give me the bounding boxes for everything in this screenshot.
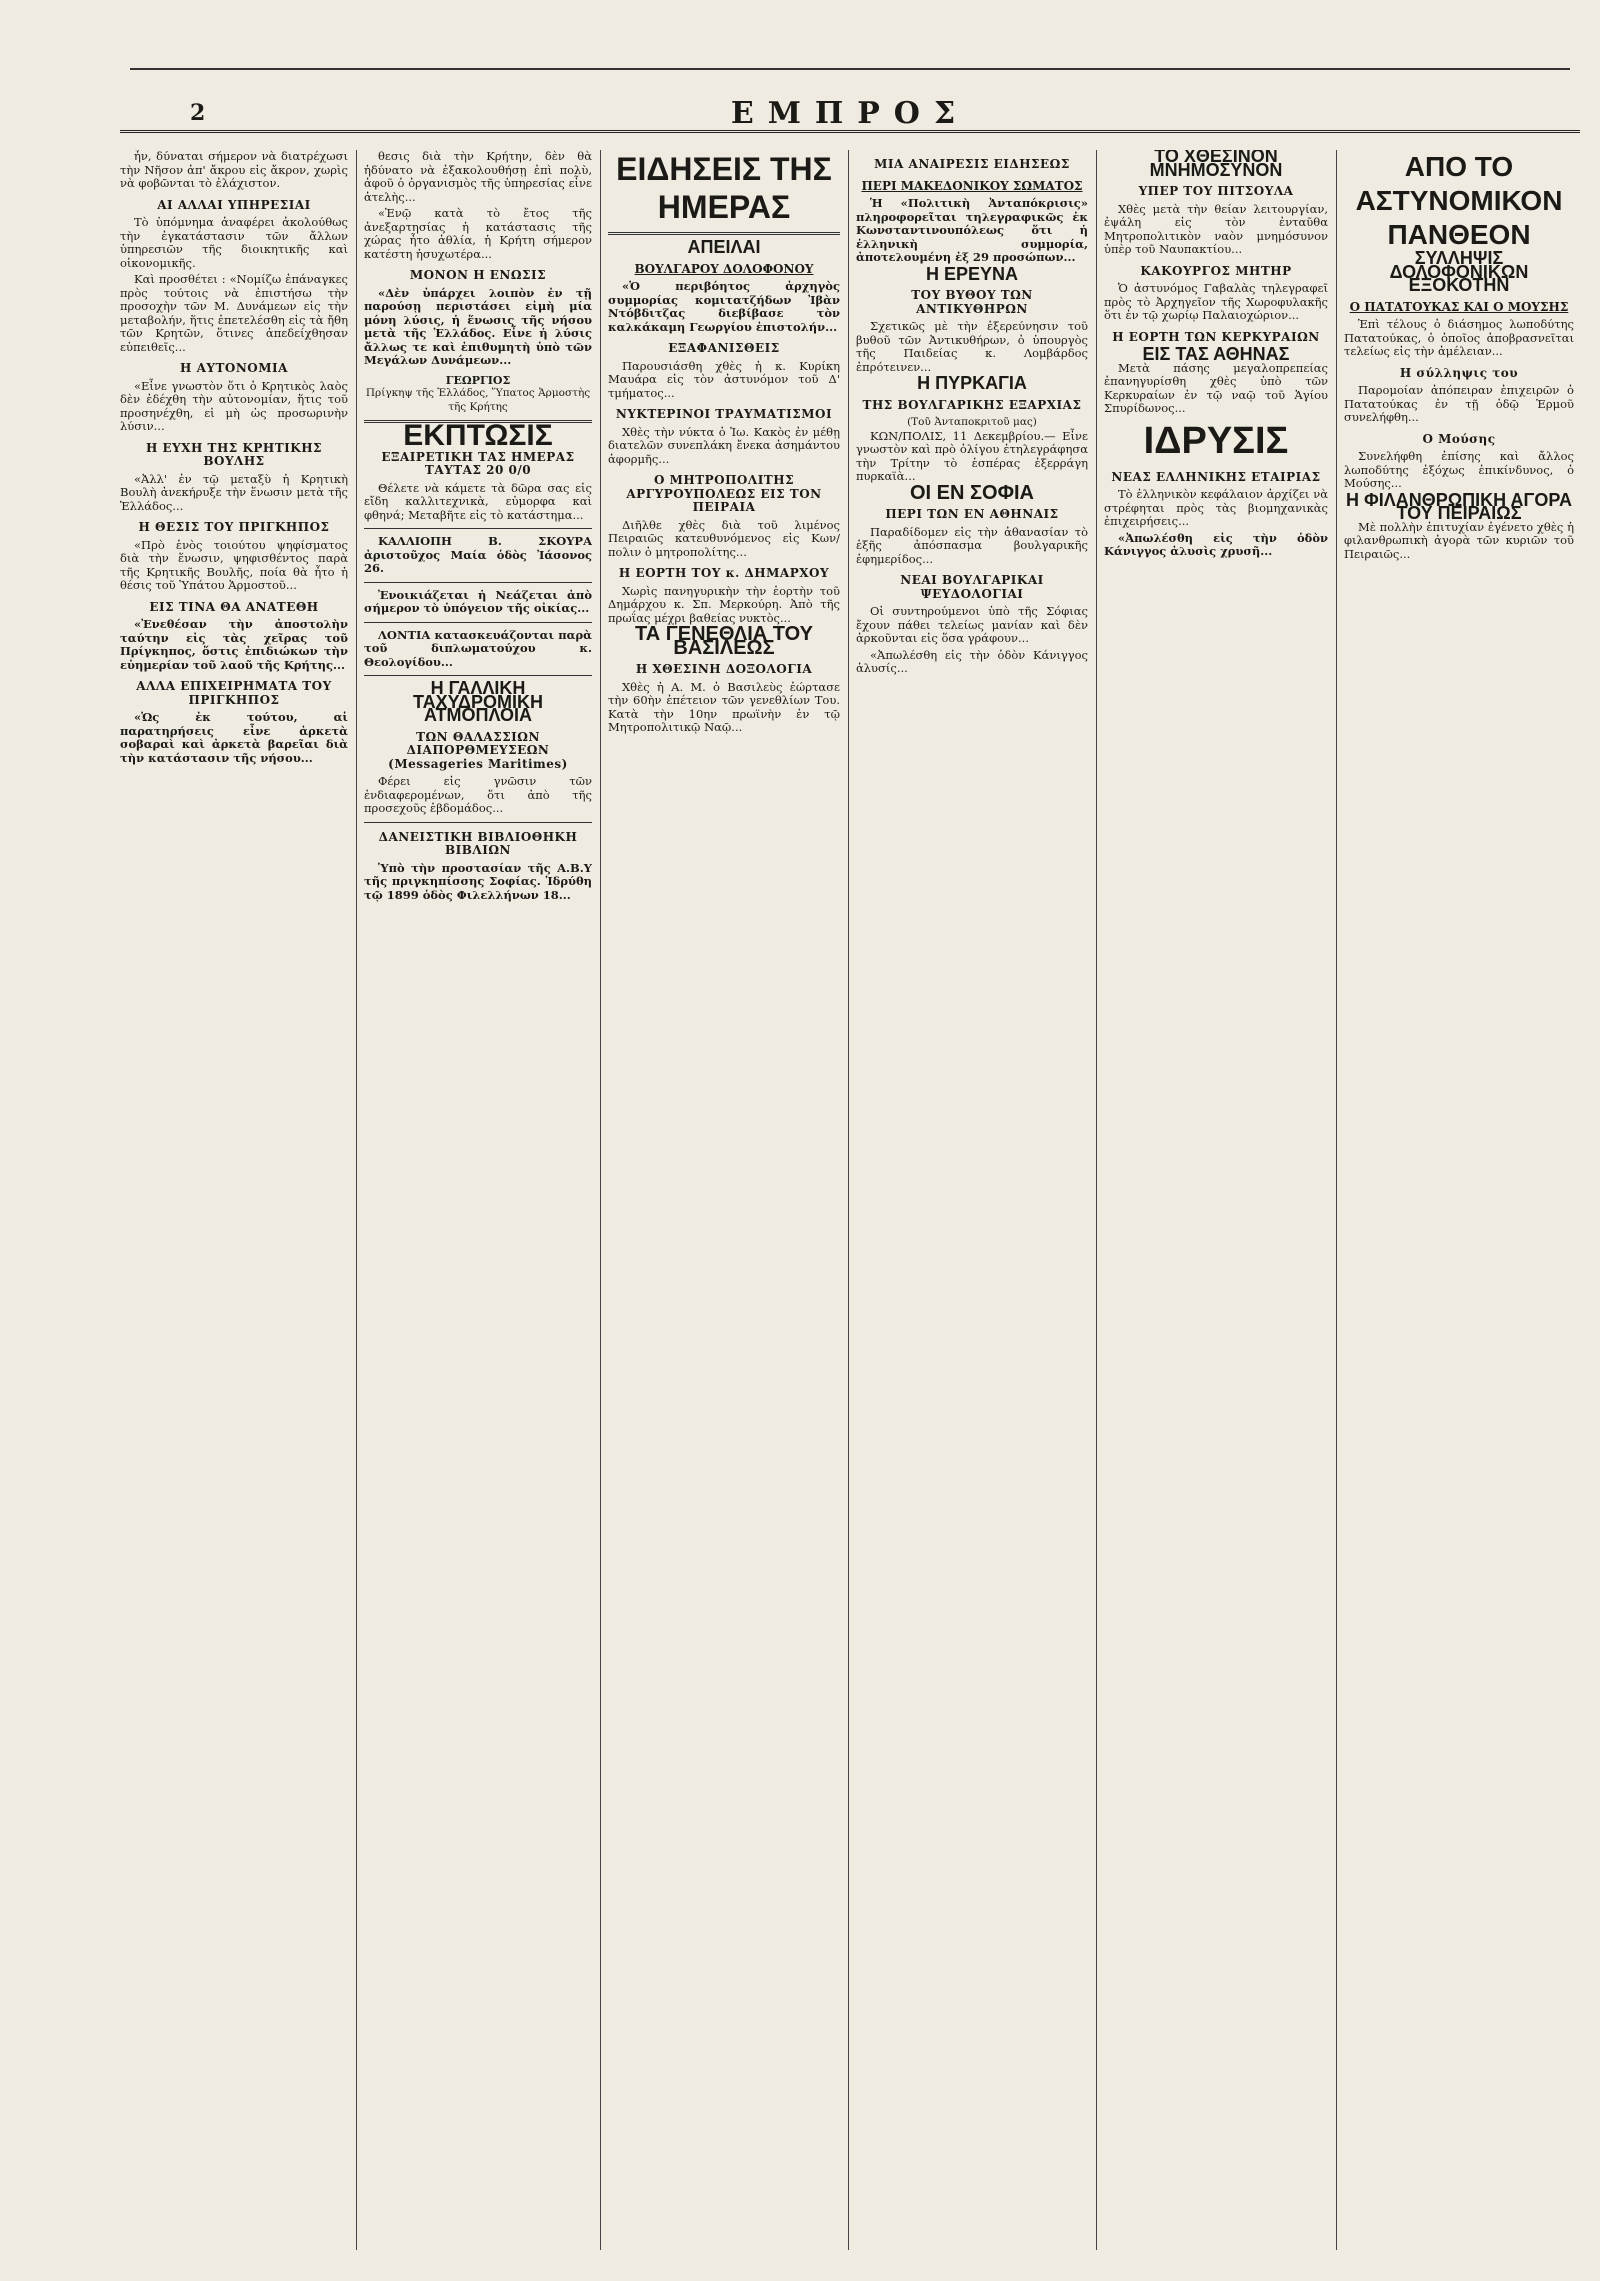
article-text: «Πρὸ ἑνὸς τοιούτου ψηφίσματος διὰ τὴν ἕνωσιν, ψηφισθέντος παρὰ τῆς Κρητικῆς Βουλῆς, ποία θὰ ἦτο ἡ θέσις τοῦ Ὑπάτου Ἁρμοστοῦ... — [120, 537, 348, 592]
section-heading: Η ΕΥΧΗ ΤΗΣ ΚΡΗΤΙΚΗΣ ΒΟΥΛΗΣ — [145, 440, 323, 468]
section-subheading: ΥΠΕΡ ΤΟΥ ΠΙΤΣΟΥΛΑ — [1138, 184, 1294, 198]
section-subheading: ΝΕΑΣ ΕΛΛΗΝΙΚΗΣ ΕΤΑΙΡΙΑΣ — [1111, 469, 1321, 484]
section-subheading: ΣΥΛΛΗΨΙΣ ΔΟΛΟΦΟΝΙΚΩΝ ΕΞΟΚΟΤΗΝ — [1389, 248, 1529, 295]
article-text: «Δὲν ὑπάρχει λοιπὸν ἐν τῇ παρούσῃ περιστάσει εἰμὴ μία μόνη λύσις, ἡ ἕνωσις τῆς νήσου μετὰ τῆς Ἑλλάδος. Εἶνε ἡ λύσις ἄλλως τε καὶ ἐπιθυμητὴ ὑπὸ τῶν Μεγάλων Δυνάμεων... — [364, 285, 592, 367]
section-heading: ΜΙΑ ΑΝΑΙΡΕΣΙΣ ΕΙΔΗΣΕΩΣ — [874, 157, 1070, 171]
article-text: ἦν, δύναται σήμερον νὰ διατρέχωσι τὴν Νῆσον ἀπ' ἄκρου εἰς ἄκρον, χωρὶς νὰ φοβῶνται τὸ ἐλάχιστον. — [120, 150, 348, 190]
section-subheading: ΤΟΥ ΒΥΘΟΥ ΤΩΝ ΑΝΤΙΚΥΘΗΡΩΝ — [911, 288, 1033, 316]
section-heading: ΟΙ ΕΝ ΣΟΦΙΑ — [910, 481, 1034, 504]
dateline: (Τοῦ Ἀνταποκριτοῦ μας) — [907, 416, 1037, 428]
newspaper-page — [120, 60, 1580, 2260]
column-rule — [1096, 150, 1097, 2250]
divider — [608, 232, 840, 235]
page-number: 2 — [190, 100, 206, 126]
section-heading: Η ΠΥΡΚΑΓΙΑ — [917, 373, 1027, 393]
section-subheading: Η ΧΘΕΣΙΝΗ ΔΟΞΟΛΟΓΙΑ — [635, 662, 813, 676]
article-text: Μετὰ πάσης μεγαλοπρεπείας ἐπανηγυρίσθη χθὲς ὑπὸ τῶν Κερκυραίων ἐν τῷ ναῷ τοῦ Ἁγίου Σπυρίδωνος... — [1104, 360, 1328, 415]
section-heading: ΙΔΡΥΣΙΣ — [1143, 419, 1289, 462]
divider — [364, 822, 592, 823]
article-text: «Εἶνε γνωστὸν ὅτι ὁ Κρητικὸς λαὸς δὲν ἐδέχθη τὴν αὐτονομίαν, ἥτις τοῦ προσηνέχθη, εἰ μὴ ὡς προσωρινὴν λύσιν... — [120, 378, 348, 433]
ad-subheading: ΤΩΝ ΘΑΛΑΣΣΙΩΝ ΔΙΑΠΟΡΘΜΕΥΣΕΩΝ (Messageries Maritimes) — [388, 729, 568, 771]
article-text: Παραδίδομεν εἰς τὴν ἀθανασίαν τὸ ἑξῆς ἀπόσπασμα βουλγαρικῆς ἐφημερίδος... — [856, 524, 1088, 566]
ad-subheading: ΕΞΑΙΡΕΤΙΚΗ ΤΑΣ ΗΜΕΡΑΣ ΤΑΥΤΑΣ 20 0/0 — [381, 449, 575, 477]
article-text: Χθὲς μετὰ τὴν θείαν λειτουργίαν, ἐψάλη εἰς τὸν ἐνταῦθα Μητροπολιτικὸν ναὸν μνημόσυνον ὑπὲρ τοῦ Ναυπακτίου... — [1104, 201, 1328, 256]
section-heading: Ο Μούσης — [1422, 431, 1496, 446]
ad-text: Φέρει εἰς γνῶσιν τῶν ἐνδιαφερομένων, ὅτι ἀπὸ τῆς προσεχοῦς ἑβδομάδος... — [364, 774, 592, 815]
article-text: Μὲ πολλὴν ἐπιτυχίαν ἐγένετο χθὲς ἡ φιλανθρωπικὴ ἀγορὰ τῶν κυριῶν τοῦ Πειραιῶς... — [1344, 519, 1574, 561]
ad-heading: ΔΑΝΕΙΣΤΙΚΗ ΒΙΒΛΙΟΘΗΚΗ ΒΙΒΛΙΩΝ — [378, 829, 578, 857]
article-text: Παρομοίαν ἀπόπειραν ἐπιχειρῶν ὁ Πατατούκας ἐν τῇ ὁδῷ Ἑρμοῦ συνελήφθη... — [1344, 383, 1574, 424]
section-heading: ΝΥΚΤΕΡΙΝΟΙ ΤΡΑΥΜΑΤΙΣΜΟΙ — [615, 407, 833, 421]
masthead — [120, 60, 1580, 133]
ad-heading: ΕΚΠΤΩΣΙΣ — [403, 419, 553, 452]
article-text: «Ὁ περιβόητος ἀρχηγὸς συμμορίας κομιτατζήδων Ἰβὰν Ντόβδιτζας διεβίβασε τὸν καλκάκαμη Γεωργίου ἐπιστολήν... — [608, 279, 840, 334]
article-text: «Ἀπωλέσθη εἰς τὴν ὁδὸν Κάνιγγος ἀλυσὶς χρυσῆ... — [1104, 530, 1328, 558]
article-text: Ὁ ἀστυνόμος Γαβαλὰς τηλεγραφεῖ πρὸς τὸ Ἀρχηγεῖον τῆς Χωροφυλακῆς ὅτι ἐν τῷ χωρίῳ Παλαιοχώριον... — [1104, 281, 1328, 322]
section-heading: ΑΛΛΑ ΕΠΙΧΕΙΡΗΜΑΤΑ ΤΟΥ ΠΡΙΓΚΗΠΟΣ — [136, 679, 332, 707]
section-heading: ΝΕΑΙ ΒΟΥΛΓΑΡΙΚΑΙ ΨΕΥΔΟΛΟΓΙΑΙ — [900, 573, 1044, 601]
column-6 — [1344, 150, 1574, 2250]
article-text: Τὸ ἑλληνικὸν κεφάλαιον ἀρχίζει νὰ στρέφηται πρὸς τὰς βιομηχανικὰς ἐπιχειρήσεις... — [1104, 487, 1328, 528]
section-heading: Η ΘΕΣΙΣ ΤΟΥ ΠΡΙΓΚΗΠΟΣ — [138, 520, 330, 534]
article-text: Χωρὶς πανηγυρικὴν τὴν ἑορτὴν τοῦ Δημάρχου κ. Σπ. Μερκούρη. Ἀπὸ τῆς πρωΐας μέχρι βαθείας νυκτὸς... — [608, 583, 840, 625]
signature-title: Πρίγκηψ τῆς Ἑλλάδος, Ὕπατος Ἁρμοστὴς τῆς Κρήτης — [365, 387, 591, 413]
section-heading: Η ΦΙΛΑΝΘΡΩΠΙΚΗ ΑΓΟΡΑ ΤΟΥ ΠΕΙΡΑΙΩΣ — [1345, 489, 1573, 523]
column-rule — [600, 150, 601, 2250]
divider — [364, 675, 592, 676]
ad-heading: Η ΓΑΛΛΙΚΗ ΤΑΧΥΔΡΟΜΙΚΗ ΑΤΜΟΠΛΟΙΑ — [413, 678, 543, 725]
section-masthead: ΕΙΔΗΣΕΙΣ ΤΗΣ ΗΜΕΡΑΣ — [616, 151, 832, 225]
signature-name: ΓΕΩΡΓΙΟΣ — [445, 373, 511, 387]
section-heading: Ο ΜΗΤΡΟΠΟΛΙΤΗΣ ΑΡΓΥΡΟΥΠΟΛΕΩΣ ΕΙΣ ΤΟΝ ΠΕΙΡΑΙΑ — [626, 473, 822, 514]
article-text: «Ἐνῷ κατὰ τὸ ἔτος τῆς ἀνεξαρτησίας ἡ κατάστασις τῆς χώρας ἦτο ἀθλία, ἡ Κρήτη σήμερον κατέστη ἡσυχωτέρα... — [364, 206, 592, 261]
section-heading: ΕΞΑΦΑΝΙΣΘΕΙΣ — [668, 341, 780, 355]
section-heading: ΜΟΝΟΝ Η ΕΝΩΣΙΣ — [409, 268, 547, 282]
article-text: Τὸ ὑπόμνημα ἀναφέρει ἀκολούθως τὴν ἐγκατάστασιν τῶν ἄλλων ὑπηρεσιῶν τῆς διοικητικῆς καὶ οἰκονομικῆς. — [120, 215, 348, 270]
article-text: Ἡ «Πολιτικὴ Ἀνταπόκρισις» πληροφορεῖται τηλεγραφικῶς ἐκ Κωνσταντινουπόλεως ὅτι ἡ ἑλληνικὴ συμμορία, ἀποτελουμένη ἐξ 29 προσώπων... — [856, 196, 1088, 264]
section-heading: Η σύλληψις του — [1399, 365, 1519, 380]
article-text: «Ἐνεθέσαν τὴν ἀποστολὴν ταύτην εἰς τὰς χεῖρας τοῦ Πρίγκηπος, ὅστις ἐπιδιώκων τὴν εὐημερίαν τοῦ λαοῦ τῆς Κρήτης... — [120, 617, 348, 672]
article-text: Διῆλθε χθὲς διὰ τοῦ λιμένος Πειραιῶς κατευθυνόμενος εἰς Κων/πολιν ὁ μητροπολίτης... — [608, 517, 840, 559]
column-2 — [364, 150, 592, 2250]
section-subheading: ΕΙΣ ΤΑΣ ΑΘΗΝΑΣ — [1142, 344, 1290, 364]
section-subheading: ΠΕΡΙ ΜΑΚΕΔΟΝΙΚΟΥ ΣΩΜΑΤΟΣ — [861, 178, 1083, 193]
section-heading: Η ΕΟΡΤΗ ΤΟΥ κ. ΔΗΜΑΡΧΟΥ — [618, 566, 830, 580]
section-subheading: Ο ΠΑΤΑΤΟΥΚΑΣ ΚΑΙ Ο ΜΟΥΣΗΣ — [1349, 299, 1569, 314]
column-3 — [608, 150, 840, 2250]
article-text: Καὶ προσθέτει : «Νομίζω ἐπάναγκες πρὸς τούτοις νὰ ἐπιστήσω τὴν προσοχὴν τῶν Μ. Δυνάμεων εἰς τὴν μεταβολήν, ἥτις ἐπετελέσθη εἰς τὰ ἤθη τῶν Κρητῶν, ὅτινες ἀπεδείχθησαν εὐπειθεῖς... — [120, 272, 348, 354]
article-text: Χθὲς τὴν νύκτα ὁ Ἰω. Κακὸς ἐν μέθῃ διατελῶν συνεπλάκη ἔνεκα ἀσημάντου ἀφορμῆς... — [608, 424, 840, 466]
section-heading: ΑΙ ΑΛΛΑΙ ΥΠΗΡΕΣΙΑΙ — [157, 197, 311, 212]
section-heading: ΤΟ ΧΘΕΣΙΝΟΝ ΜΝΗΜΟΣΥΝΟΝ — [1149, 150, 1283, 180]
section-heading: ΤΑ ΓΕΝΕΘΛΙΑ ΤΟΥ ΒΑΣΙΛΕΩΣ — [635, 623, 813, 659]
section-heading: ΑΠΟ ΤΟ ΑΣΤΥΝΟΜΙΚΟΝ ΠΑΝΘΕΟΝ — [1355, 151, 1563, 250]
article-text: «Ἀλλ' ἐν τῷ μεταξὺ ἡ Κρητικὴ Βουλὴ ἀνεκήρυξε τὴν ἕνωσιν μετὰ τῆς Ἑλλάδος... — [120, 471, 348, 513]
divider — [364, 622, 592, 623]
section-subheading: ΠΕΡΙ ΤΩΝ ΕΝ ΑΘΗΝΑΙΣ — [885, 507, 1059, 521]
column-1 — [120, 150, 348, 2250]
article-text: Οἱ συντηρούμενοι ὑπὸ τῆς Σόφιας ἔχουν πάθει τελείως μανίαν καὶ δὲν ἀρκοῦνται εἰς ὅσα γράφουν... — [856, 604, 1088, 645]
article-text: Χθὲς ἡ Α. Μ. ὁ Βασιλεὺς ἐώρτασε τὴν 60ὴν ἐπέτειον τῶν γενεθλίων Του. Κατὰ τὴν 10ην πρωϊνὴν ἐν τῷ Μητροπολιτικῷ Ναῷ... — [608, 679, 840, 734]
divider — [364, 528, 592, 529]
column-rule — [1336, 150, 1337, 2250]
article-text: Ἐπὶ τέλους ὁ διάσημος λωποδύτης Πατατούκας, ὁ ὁποῖος ἀποβρασνεῖται τελείως εἰς τὴν ἀμέλειαν... — [1344, 317, 1574, 358]
ad-text: ΚΑΛΛΙΟΠΗ Β. ΣΚΟΥΡΑ ἀριστοῦχος Μαία ὁδὸς Ἰάσονος 26. — [364, 534, 592, 575]
section-heading: Η ΕΟΡΤΗ ΤΩΝ ΚΕΡΚΥΡΑΙΩΝ — [1112, 329, 1320, 344]
top-rule — [130, 68, 1570, 70]
section-heading: ΑΠΕΙΛΑΙ — [687, 237, 761, 257]
section-subheading: ΒΟΥΛΓΑΡΟΥ ΔΟΛΟΦΟΝΟΥ — [634, 261, 814, 276]
ad-text: Θέλετε νὰ κάμετε τὰ δῶρα σας εἰς εἴδη καλλιτεχνικὰ, εὐμορφα καὶ φθηνά; Μεταβῆτε εἰς τὸ κατάστημα... — [364, 480, 592, 522]
article-text: Συνελήφθη ἐπίσης καὶ ἄλλος λωποδύτης ἐξόχως ἐπικίνδυνος, ὁ Μούσης... — [1344, 449, 1574, 490]
article-text: θεσις διὰ τὴν Κρήτην, δὲν θὰ ἠδύνατο νὰ ἐξακολουθήσῃ ἐπὶ πολὺ, ἀφοῦ ὁ ὀργανισμὸς τῆς ὑπηρεσίας εἶνε ἀτελὴς... — [364, 150, 592, 204]
ad-text: ΛΟΝΤΙΑ κατασκευάζονται παρὰ τοῦ διπλωματούχου κ. Θεολογίδου... — [364, 627, 592, 669]
divider — [364, 582, 592, 583]
section-heading: ΚΑΚΟΥΡΓΟΣ ΜΗΤΗΡ — [1140, 263, 1292, 278]
section-subheading: ΤΗΣ ΒΟΥΛΓΑΡΙΚΗΣ ΕΞΑΡΧΙΑΣ — [862, 397, 1082, 412]
column-4 — [856, 150, 1088, 2250]
ad-text: Ἐνοικιάζεται ἡ Νεάζεται ἀπὸ σήμερον τὸ ὑπόγειον τῆς οἰκίας... — [364, 587, 592, 615]
article-text: «Ἀπωλέσθη εἰς τὴν ὁδὸν Κάνιγγος ἀλυσίς... — [856, 647, 1088, 675]
article-text: «Ὡς ἐκ τούτου, αἱ παρατηρήσεις εἶνε ἀρκετὰ σοβαραὶ καὶ ἀρκετὰ βαρεῖαι διὰ τὴν κατάστασιν τῆς νήσου... — [120, 710, 348, 765]
section-heading: Η ΕΡΕΥΝΑ — [925, 263, 1019, 284]
section-heading: Η ΑΥΤΟΝΟΜΙΑ — [180, 361, 288, 375]
section-heading: ΕΙΣ ΤΙΝΑ ΘΑ ΑΝΑΤΕΘΗ — [149, 599, 319, 614]
column-rule — [848, 150, 849, 2250]
column-rule — [356, 150, 357, 2250]
article-text: Παρουσιάσθη χθὲς ἡ κ. Κυρίκη Μαυάρα εἰς τὸν ἀστυνόμον τοῦ Δ' τμήματος... — [608, 358, 840, 400]
article-text: ΚΩΝ/ΠΟΛΙΣ, 11 Δεκεμβρίου.— Εἶνε γνωστὸν καὶ πρὸ ὀλίγου ἐτηλεγράφησα τὴν Τρίτην τὸ ἑσπέρας ἐξερράγη πυρκαϊὰ... — [856, 428, 1088, 483]
ad-text: Ὑπὸ τὴν προστασίαν τῆς Α.Β.Υ τῆς πριγκηπίσσης Σοφίας. Ἱδρύθη τῷ 1899 ὁδὸς Φιλελλήνων 18... — [364, 860, 592, 902]
newspaper-title: ΕΜΠΡΟΣ — [730, 96, 970, 131]
column-5 — [1104, 150, 1328, 2250]
article-text: Σχετικῶς μὲ τὴν ἐξερεύνησιν τοῦ βυθοῦ τῶν Ἀντικυθήρων, ὁ ὑπουργὸς τῆς Παιδείας κ. Λομβάρδος ἐπρότεινεν... — [856, 319, 1088, 374]
